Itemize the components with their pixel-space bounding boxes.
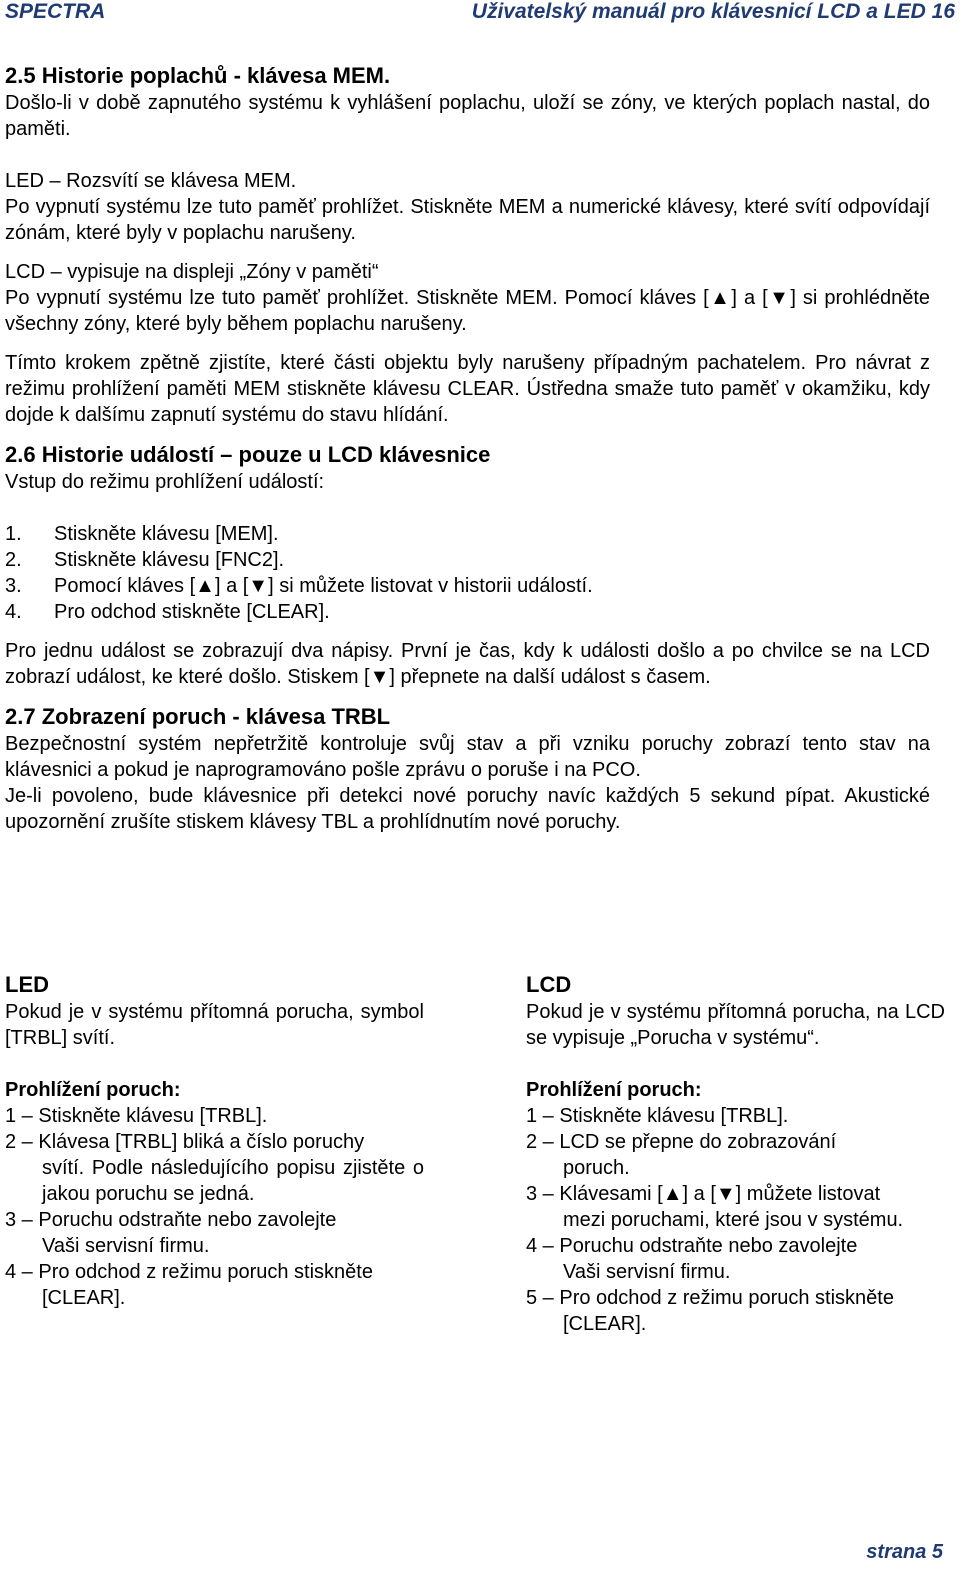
list-number: 1. (5, 523, 22, 545)
steps-list (5, 521, 930, 625)
paragraph: Bezpečnostní systém nepřetržitě kontroluje svůj stav a při vzniku poruchy zobrazí tento stav na klávesnici a pokud je naprogramováno pošle zprávu o poruše i na PCO. (5, 733, 930, 781)
section-2-6 (5, 441, 930, 690)
led-column-desc: Pokud je v systému přítomná porucha, symbol [TRBL] svítí. (5, 1001, 424, 1049)
lcd-line: LCD – vypisuje na displeji „Zóny v paměti“ (5, 261, 379, 283)
list-item (526, 1129, 945, 1181)
paragraph: Došlo-li v době zapnutého systému k vyhlášení poplachu, uloží se zóny, ve kterých poplach nastal, do paměti. (5, 92, 930, 140)
section-2-7-heading: 2.7 Zobrazení poruch - klávesa TRBL (5, 704, 391, 729)
section-2-5 (5, 62, 930, 428)
page-body (5, 62, 930, 835)
section-2-5-heading: 2.5 Historie poplachů - klávesa MEM. (5, 63, 391, 88)
list-item (526, 1181, 945, 1233)
step-continuation: [CLEAR]. (42, 1287, 126, 1309)
step-text: 5 – Pro odchod z režimu poruch stiskněte (526, 1287, 894, 1309)
step-text: 3 – Poruchu odstraňte nebo zavolejte (5, 1209, 337, 1231)
list-text: Pomocí kláves [▲] a [▼] si můžete listovat v historii událostí. (54, 575, 593, 597)
step-text: 4 – Pro odchod z režimu poruch stiskněte (5, 1261, 373, 1283)
list-item (5, 547, 930, 573)
brand-name: SPECTRA (5, 0, 106, 23)
step-continuation: [CLEAR]. (563, 1313, 647, 1335)
manual-title: Uživatelský manuál pro klávesnicí LCD a LED 16 (471, 0, 955, 23)
list-text: Stiskněte klávesu [MEM]. (54, 523, 279, 545)
list-item (526, 1285, 945, 1337)
lcd-column-title: LCD (526, 972, 572, 997)
list-item (5, 1129, 424, 1207)
step-continuation: Vaši servisní firmu. (563, 1261, 731, 1283)
paragraph: Po vypnutí systému lze tuto paměť prohlížet. Stiskněte MEM a numerické klávesy, které svítí odpovídají zónám, které byly v poplachu narušeny. (5, 196, 930, 244)
step-text: 4 – Poruchu odstraňte nebo zavolejte (526, 1235, 858, 1257)
lcd-column-subheading: Prohlížení poruch: (526, 1079, 702, 1101)
two-column-section (5, 971, 945, 1337)
list-item (5, 573, 930, 599)
led-column-subheading: Prohlížení poruch: (5, 1079, 181, 1101)
list-number: 3. (5, 575, 22, 597)
list-item (5, 1207, 424, 1259)
list-item (5, 521, 930, 547)
list-item (5, 599, 930, 625)
section-2-6-heading: 2.6 Historie událostí – pouze u LCD klávesnice (5, 442, 491, 467)
paragraph: Po vypnutí systému lze tuto paměť prohlížet. Stiskněte MEM. Pomocí kláves [▲] a [▼] si prohlédněte všechny zóny, které byly během poplachu narušeny. (5, 287, 930, 335)
list-item (5, 1103, 424, 1129)
list-text: Pro odchod stiskněte [CLEAR]. (54, 601, 330, 623)
led-line: LED – Rozsvítí se klávesa MEM. (5, 170, 297, 192)
list-item (526, 1103, 945, 1129)
step-text: 2 – LCD se přepne do zobrazování (526, 1131, 837, 1153)
list-item (526, 1233, 945, 1285)
paragraph: Je-li povoleno, bude klávesnice při detekci nové poruchy navíc každých 5 sekund pípat. Akustické upozornění zrušíte stiskem klávesy TBL a prohlídnutím nové poruchy. (5, 785, 930, 833)
intro-text: Vstup do režimu prohlížení událostí: (5, 471, 325, 493)
led-column-title: LED (5, 972, 49, 997)
page-header (5, 0, 955, 26)
list-number: 4. (5, 601, 22, 623)
step-text: 1 – Stiskněte klávesu [TRBL]. (526, 1105, 789, 1127)
paragraph: Tímto krokem zpětně zjistíte, které části objektu byly narušeny případným pachatelem. Pro návrat z režimu prohlížení paměti MEM stiskněte klávesu CLEAR. Ústředna smaže tuto paměť v okamžiku, kdy dojde k dalšímu zapnutí systému do stavu hlídání. (5, 352, 930, 426)
paragraph: Pro jednu událost se zobrazují dva nápisy. První je čas, kdy k události došlo a po chvilce se na LCD zobrazí událost, ke které došlo. Stiskem [▼] přepnete na další událost s časem. (5, 640, 930, 688)
lcd-column (526, 971, 945, 1337)
step-text: 3 – Klávesami [▲] a [▼] můžete listovat (526, 1183, 881, 1205)
step-continuation: mezi poruchami, které jsou v systému. (563, 1209, 904, 1231)
page-number: strana 5 (866, 1541, 943, 1563)
step-text: 1 – Stiskněte klávesu [TRBL]. (5, 1105, 268, 1127)
led-column (5, 971, 424, 1337)
list-number: 2. (5, 549, 22, 571)
step-continuation: Vaši servisní firmu. (42, 1235, 210, 1257)
section-2-7 (5, 703, 930, 835)
list-item (5, 1259, 424, 1311)
list-text: Stiskněte klávesu [FNC2]. (54, 549, 285, 571)
step-text: 2 – Klávesa [TRBL] bliká a číslo poruchy (5, 1131, 365, 1153)
step-continuation: svítí. Podle následujícího popisu zjistěte o jakou poruchu se jedná. (42, 1157, 424, 1205)
step-continuation: poruch. (563, 1157, 630, 1179)
lcd-column-desc: Pokud je v systému přítomná porucha, na LCD se vypisuje „Porucha v systému“. (526, 1001, 945, 1049)
